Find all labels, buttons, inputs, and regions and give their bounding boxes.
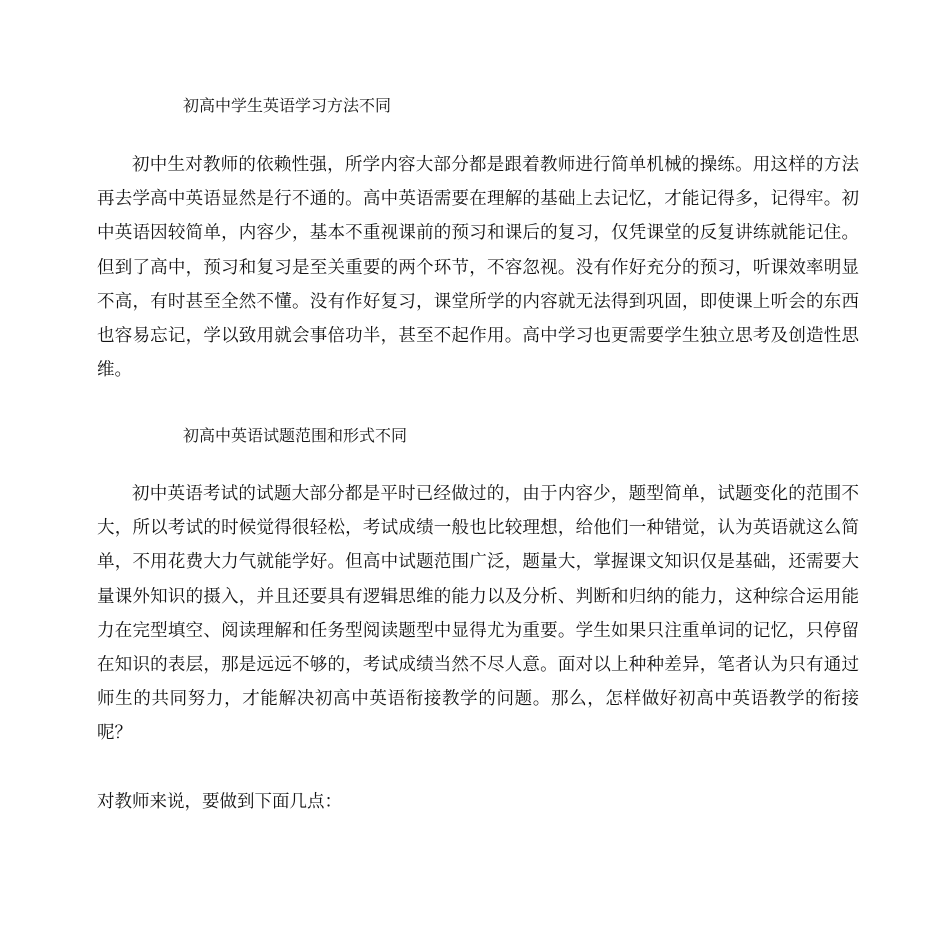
paragraph-learning-methods: 初中生对教师的依赖性强，所学内容大部分都是跟着教师进行简单机械的操练。用这样的方法再去学高中英语显然是行不通的。高中英语需要在理解的基础上去记忆，才能记得多，记得牢。初中英语因较简单，内容少，基本不重视课前的预习和课后的复习，仅凭课堂的反复讲练就能记住。但到了高中，预习和复习是至关重要的两个环节，不容忽视。没有作好充分的预习，听课效率明显不高，有时甚至全然不懂。没有作好复习，课堂所学的内容就无法得到巩固，即使课上听会的东西也容易忘记，学以致用就会事倍功半，甚至不起作用。高中学习也更需要学生独立思考及创造性思维。 <box>97 155 859 381</box>
paragraph-exam-scope: 初中英语考试的试题大部分都是平时已经做过的，由于内容少，题型简单，试题变化的范围不大，所以考试的时候觉得很轻松，考试成绩一般也比较理想，给他们一种错觉，认为英语就这么简单，不用花费大力气就能学好。但高中试题范围广泛，题量大，掌握课文知识仅是基础，还需要大量课外知识的摄入，并且还要具有逻辑思维的能力以及分析、判断和归纳的能力，这种综合运用能力在完型填空、阅读理解和任务型阅读题型中显得尤为重要。学生如果只注重单词的记忆，只停留在知识的表层，那是远远不够的，考试成绩当然不尽人意。面对以上种种差异，笔者认为只有通过师生的共同努力，才能解决初高中英语衔接教学的问题。那么，怎样做好初高中英语教学的衔接呢？ <box>97 484 859 744</box>
section-heading-learning-methods: 初高中学生英语学习方法不同 <box>183 96 392 115</box>
section-heading-exam-scope: 初高中英语试题范围和形式不同 <box>183 426 408 445</box>
closing-line: 对教师来说，要做到下面几点： <box>97 792 342 812</box>
